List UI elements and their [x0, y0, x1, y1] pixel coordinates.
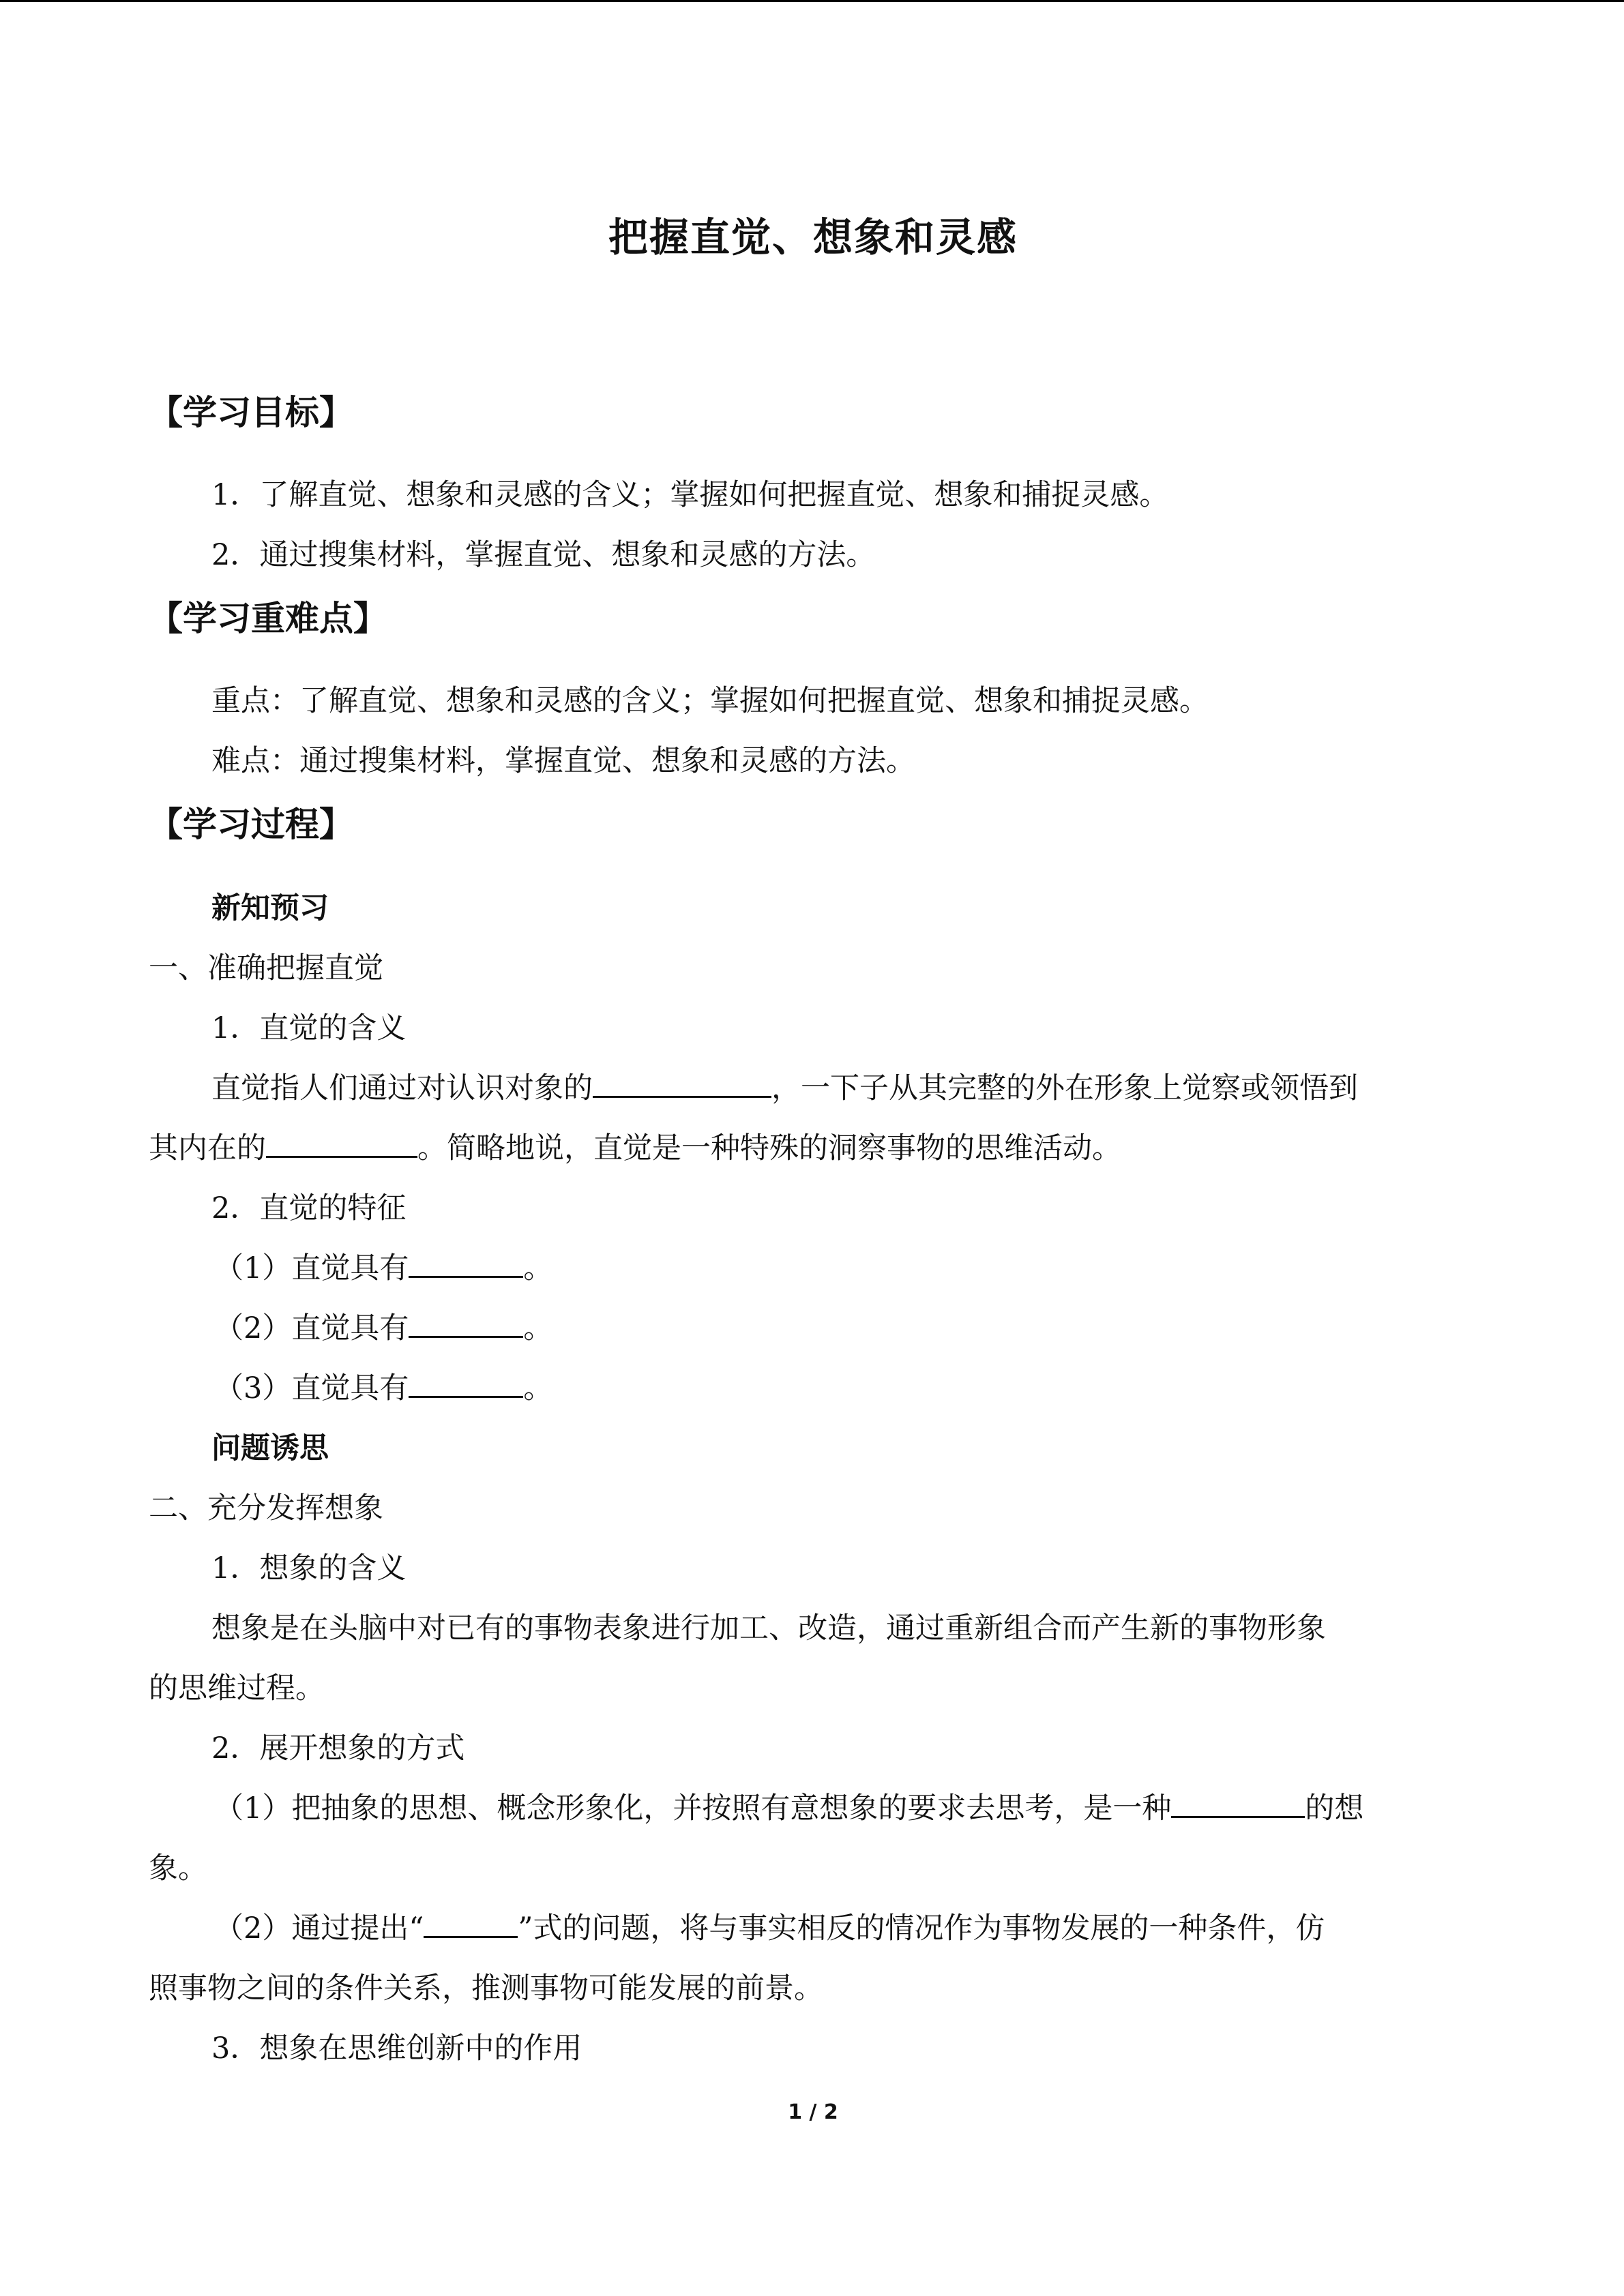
- document-page: [149, 0, 1477, 2296]
- fill-blank: [593, 1066, 771, 1098]
- way-1-line-1: [149, 1778, 1477, 1838]
- way-2-text-a: （2）通过提出“: [214, 1911, 424, 1945]
- process-heading: 【学习过程】: [149, 805, 353, 844]
- fill-blank: [409, 1366, 523, 1398]
- intuition-meaning-text-a: 直觉指人们通过对认识对象的: [211, 1071, 593, 1105]
- intuition-meaning-text-c: 其内在的: [149, 1131, 266, 1165]
- intuition-meaning-title: 1．直觉的含义: [211, 1011, 407, 1045]
- difficult-point-item: 难点：通过搜集材料，掌握直觉、想象和灵感的方法。: [211, 744, 915, 778]
- feature-prefix: （2）直觉具有: [214, 1311, 409, 1345]
- key-point-item: 重点：了解直觉、想象和灵感的含义；掌握如何把握直觉、想象和捕捉灵感。: [211, 684, 1209, 718]
- way-1-text-a: （1）把抽象的思想、概念形象化，并按照有意想象的要求去思考，是一种: [214, 1791, 1172, 1825]
- feature-suffix: 。: [523, 1371, 553, 1405]
- intuition-meaning-text-d: 。简略地说，直觉是一种特殊的洞察事物的思维活动。: [417, 1131, 1121, 1165]
- imagination-meaning-title: 1．想象的含义: [211, 1551, 407, 1585]
- page-number: 1 / 2: [788, 2100, 838, 2124]
- part2-title: 二、充分发挥想象: [149, 1491, 383, 1525]
- feature-prefix: （3）直觉具有: [214, 1371, 409, 1405]
- way-2-line-2: 照事物之间的条件关系，推测事物可能发展的前景。: [149, 1971, 823, 2006]
- imagination-meaning-line-1: 想象是在头脑中对已有的事物表象进行加工、改造，通过重新组合而产生新的事物形象: [211, 1611, 1326, 1645]
- feature-prefix: （1）直觉具有: [214, 1251, 409, 1285]
- key-points-heading: 【学习重难点】: [149, 599, 387, 638]
- imagination-meaning-line-2: 的思维过程。: [149, 1671, 325, 1705]
- feature-item-2: [149, 1298, 1477, 1358]
- intuition-meaning-text-b: ，一下子从其完整的外在形象上觉察或领悟到: [771, 1071, 1358, 1105]
- feature-item-3: [149, 1358, 1477, 1418]
- fill-blank: [1171, 1786, 1305, 1818]
- preview-label: 新知预习: [211, 891, 329, 925]
- imagination-ways-title: 2．展开想象的方式: [211, 1731, 465, 1765]
- goal-item-1: 1．了解直觉、想象和灵感的含义；掌握如何把握直觉、想象和捕捉灵感。: [211, 478, 1169, 512]
- way-1-text-b: 的想: [1305, 1791, 1364, 1825]
- fill-blank: [266, 1126, 417, 1158]
- imagination-role-title: 3．想象在思维创新中的作用: [211, 2031, 582, 2066]
- part1-title: 一、准确把握直觉: [149, 951, 383, 985]
- feature-item-1: [149, 1238, 1477, 1298]
- question-label: 问题诱思: [211, 1431, 329, 1465]
- way-2-text-b: ”式的问题，将与事实相反的情况作为事物发展的一种条件，仿: [518, 1911, 1325, 1945]
- intuition-meaning-line-2: [149, 1118, 1477, 1178]
- way-1-line-2: 象。: [149, 1851, 207, 1885]
- intuition-features-title: 2．直觉的特征: [211, 1191, 407, 1225]
- feature-suffix: 。: [523, 1311, 553, 1345]
- fill-blank: [409, 1246, 523, 1278]
- feature-suffix: 。: [523, 1251, 553, 1285]
- page-title: 把握直觉、想象和灵感: [608, 214, 1018, 260]
- fill-blank: [424, 1906, 518, 1938]
- fill-blank: [409, 1306, 523, 1338]
- intuition-meaning-line-1: [149, 1058, 1477, 1118]
- goal-item-2: 2．通过搜集材料，掌握直觉、想象和灵感的方法。: [211, 538, 876, 572]
- goals-heading: 【学习目标】: [149, 393, 353, 432]
- way-2-line-1: [149, 1898, 1477, 1958]
